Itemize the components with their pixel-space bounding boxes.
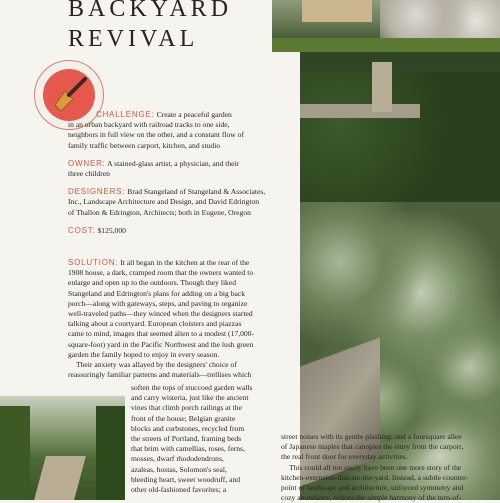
col2-line-6: point of landscape and architecture, unforced symmetry and: [281, 483, 464, 493]
title-line-1: BACKYARD: [68, 0, 233, 22]
narrow-line-5: blocks and curbstones, recycled from: [131, 423, 245, 433]
solution-line-11: Their anxiety was allayed by the designers' choice of: [76, 360, 237, 370]
challenge-label: CHALLENGE:: [96, 110, 155, 119]
solution-line-2: 1908 house, a dark, cramped room that the owners wanted to: [68, 268, 254, 278]
owners-label: OWNER:: [68, 158, 106, 168]
designers-line-2: Inc., Landscape Architecture and Design, and David Edrington: [68, 197, 260, 207]
narrow-line-1: soften the tops of stuccoed garden walls: [131, 383, 253, 392]
narrow-line-10: bleeding heart, sweet woodruff, and: [131, 474, 241, 484]
challenge-line-1: Create a peaceful garden: [156, 110, 232, 119]
page-title: [68, 0, 232, 54]
col2-line-7: cozy abundance, echoes the simple harmony of the turn-of-: [281, 493, 462, 503]
designers-line-3: of Thallon & Edrington, Architects; both in Eugene, Oregon: [68, 207, 251, 217]
solution-line-1: It all began in the kitchen at the rear of the: [120, 258, 250, 267]
narrow-line-6: the streets of Portland, framing beds: [131, 434, 242, 444]
owners-line-1: A stained-glass artist, a physician, and their: [107, 158, 240, 168]
designers-line-1: Brad Stangeland of Stangeland & Associates,: [127, 187, 266, 197]
col2-line-3: the real front door for everyday activities.: [281, 452, 408, 462]
challenge-line-2: in an urban backyard with railroad tracks to one side,: [68, 120, 230, 130]
solution-line-10: garden the family hoped to enjoy in every season.: [68, 349, 220, 359]
intro-section: [68, 110, 298, 244]
solution-line-8: came to mind, images that seemed alien to a modest (17,000-: [68, 329, 254, 339]
narrow-line-7: that brim with camellias, roses, ferns,: [131, 444, 245, 454]
right-column: [281, 432, 491, 503]
owners-line-2: three children: [68, 169, 110, 179]
solution-line-6: well-traveled paths—they winced when the designers started: [68, 309, 253, 319]
designers: [68, 187, 298, 218]
solution-line-9: square-foot) yard in the Pacific Northwest and the lush green: [68, 339, 254, 349]
solution-line-5: porch—along with gateways, steps, and paving to organize: [68, 298, 248, 308]
solution-line-3: enlarge and open up to the outdoors. Though they liked: [68, 278, 237, 288]
narrow-line-4: front of the house; Belgian granite: [131, 413, 236, 423]
cost: [68, 226, 298, 236]
narrow-line-9: azaleas, hostas, Solomon's seal,: [131, 464, 227, 474]
solution-section: [68, 258, 298, 380]
owners: [68, 159, 298, 179]
cost-label: COST:: [68, 225, 96, 235]
garden-path-photo: [0, 396, 125, 500]
solution-line-12: reassuringly familiar patterns and materials—trellises which: [68, 370, 252, 380]
solution-line-7: talking about a courtyard. European cloisters and piazzas: [68, 319, 242, 329]
solution: [68, 258, 298, 380]
cost-value: $125,000: [97, 225, 126, 235]
challenge: [68, 110, 298, 151]
title-line-2: REVIVAL: [68, 26, 199, 52]
designers-label: DESIGNERS:: [68, 187, 126, 197]
house-photo: [272, 0, 500, 52]
col2-line-1: street noises with its gentle plashing; and a foursquare allee: [281, 432, 462, 441]
narrow-line-11: other old-fashioned favorites; a: [131, 485, 227, 495]
narrow-line-2: and carry wisteria, just like the ancient: [131, 393, 249, 403]
col2-line-4: This could all too easily have been one more story of the: [289, 462, 462, 472]
challenge-line-3: neighbors in full view on the other, and a constant flow of: [68, 130, 244, 140]
col2-line-5: kitchen-extension-that-ate-the-yard. Instead, a subtle counter-: [281, 472, 469, 482]
narrow-column: [131, 383, 279, 495]
narrow-line-3: vines that climb porch railings at the: [131, 403, 242, 413]
solution-label: SOLUTION:: [68, 258, 119, 267]
narrow-line-8: mosses, dwarf rhododendrons,: [131, 454, 224, 464]
col2-line-2: of Japanese maples that canopies the entry from the carport,: [281, 442, 464, 452]
challenge-line-4: family traffic between carport, kitchen, and studio: [68, 140, 221, 150]
solution-line-4: Stangeland and Edrington's plans for adding on a big back: [68, 288, 246, 298]
